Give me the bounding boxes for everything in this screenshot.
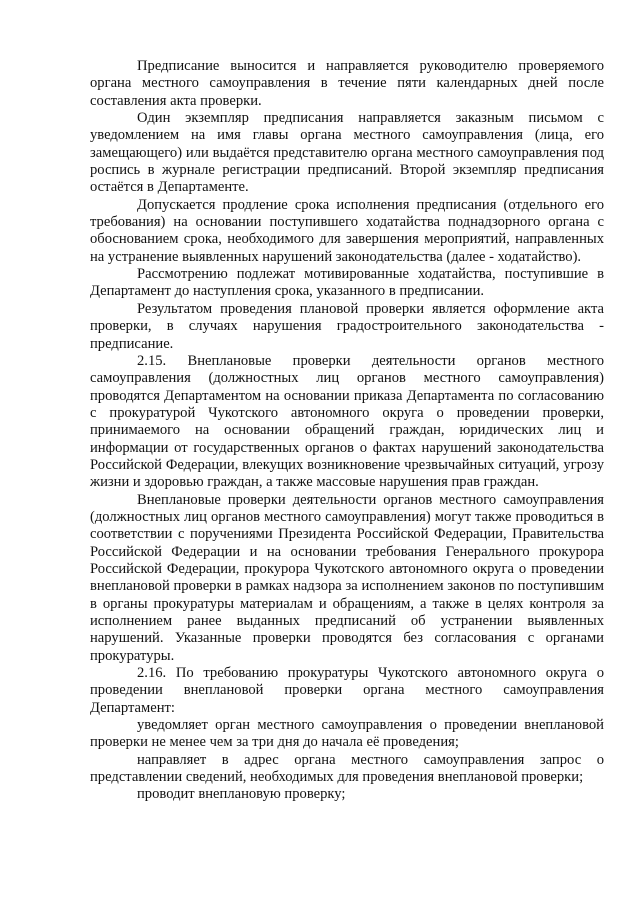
paragraph: Допускается продление срока исполнения предписания (отдельного его требования) на основании поступившего ходатайства поднадзорного органа с обоснованием срока, необходимого для завершения мероприятий, направленных на устранение выявленных нарушений законодательства (далее - ходатайство). [90, 196, 604, 265]
paragraph-section-2-16: 2.16. По требованию прокуратуры Чукотского автономного округа о проведении внеплановой проверки органа местного самоуправления Департамент: [90, 665, 604, 716]
paragraph: Рассмотрению подлежат мотивированные ходатайства, поступившие в Департамент до наступления срока, указанного в предписании. [90, 266, 604, 300]
list-item: проводит внеплановую проверку; [137, 786, 346, 803]
paragraph-section-2-15: 2.15. Внеплановые проверки деятельности органов местного самоуправления (должностных лиц органов местного самоуправления) проводятся Департаментом на основании приказа Департамента по согласованию с прокуратурой Чукотского автономного округа о проведении проверки, принимаемого на основании обращений граждан, юридических лиц и информации от государственных органов о фактах нарушений законодательства Российской Федерации, влекущих возникновение чрезвычайных ситуаций, угрозу жизни и здоровью граждан, а также массовые нарушения прав граждан. [90, 352, 604, 491]
paragraph: Внеплановые проверки деятельности органов местного самоуправления (должностных лиц органов местного самоуправления) могут также проводиться в соответствии с поручениями Президента Российской Федерации, Правительства Российской Федерации и на основании требования Генерального прокурора Российской Федерации, прокурора Чукотского автономного округа о проведении внеплановой проверки в рамках надзора за исполнением законов по поступившим в органы прокуратуры материалам и обращениям, а также в целях контроля за исполнением ранее выданных предписаний об устранении выявленных нарушений. Указанные проверки проводятся без согласования с органами прокуратуры. [90, 491, 604, 664]
document-body [90, 58, 604, 804]
list-item: уведомляет орган местного самоуправления о проведении внеплановой проверки не менее чем за три дня до начала её проведения; [90, 717, 604, 751]
paragraph: Один экземпляр предписания направляется заказным письмом с уведомлением на имя главы органа местного самоуправления (лица, его замещающего) или выдаётся представителю органа местного самоуправления под роспись в журнале регистрации предписаний. Второй экземпляр предписания остаётся в Департаменте. [90, 110, 604, 196]
list-item: направляет в адрес органа местного самоуправления запрос о представлении сведений, необходимых для проведения внеплановой проверки; [90, 751, 604, 786]
paragraph: Предписание выносится и направляется руководителю проверяемого органа местного самоуправления в течение пяти календарных дней после составления акта проверки. [90, 58, 604, 109]
paragraph: Результатом проведения плановой проверки является оформление акта проверки, в случаях нарушения градостроительного законодательства - предписание. [90, 300, 604, 352]
